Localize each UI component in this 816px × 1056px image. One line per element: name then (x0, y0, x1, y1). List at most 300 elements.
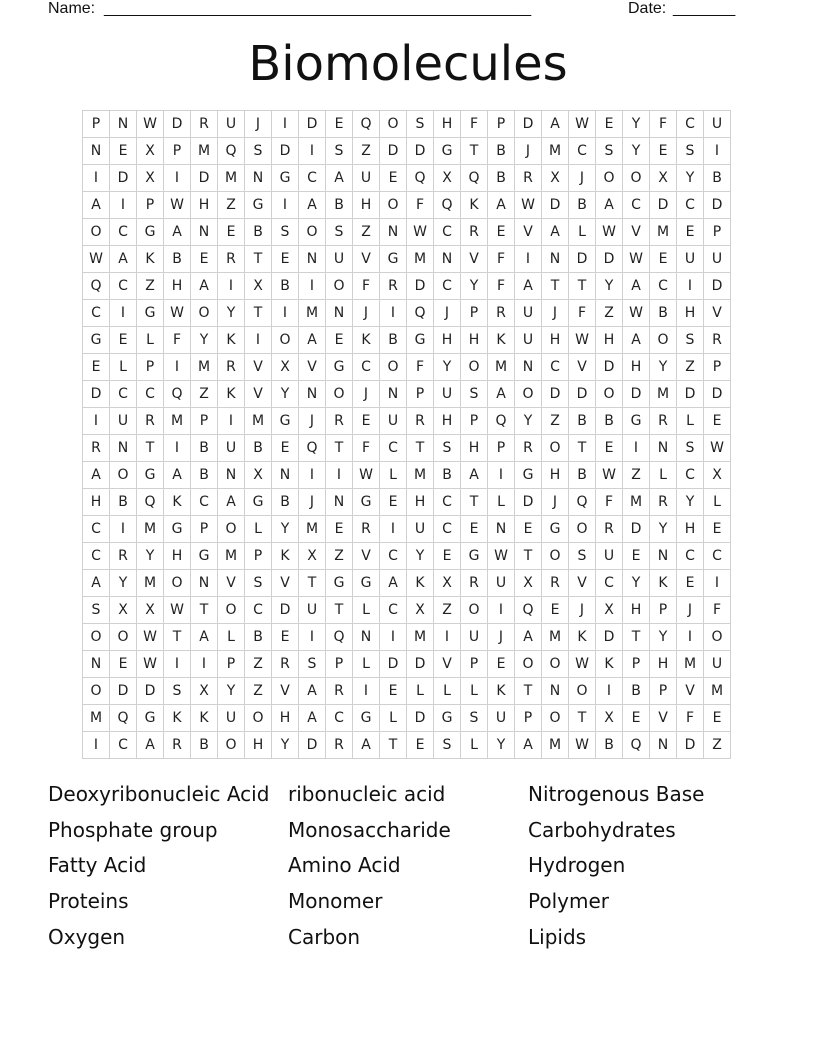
grid-cell: V (650, 705, 677, 732)
grid-cell: A (191, 624, 218, 651)
grid-cell: N (650, 543, 677, 570)
grid-cell: I (299, 462, 326, 489)
grid-cell: H (191, 192, 218, 219)
grid-cell: Z (353, 138, 380, 165)
grid-cell: Q (515, 597, 542, 624)
grid-cell: E (488, 651, 515, 678)
grid-cell: M (407, 462, 434, 489)
grid-cell: Z (542, 408, 569, 435)
grid-cell: A (191, 273, 218, 300)
grid-cell: E (596, 435, 623, 462)
grid-cell: M (83, 705, 110, 732)
grid-cell: B (596, 732, 623, 759)
grid-cell: H (434, 408, 461, 435)
grid-cell: P (326, 651, 353, 678)
grid-cell: A (596, 192, 623, 219)
grid-cell: E (380, 489, 407, 516)
grid-cell: U (299, 597, 326, 624)
grid-cell: X (515, 570, 542, 597)
grid-cell: I (272, 300, 299, 327)
grid-cell: G (326, 354, 353, 381)
grid-cell: H (245, 732, 272, 759)
grid-cell: B (380, 327, 407, 354)
grid-cell: Y (434, 354, 461, 381)
word-bank-item: ribonucleic acid (288, 782, 446, 806)
grid-cell: G (353, 570, 380, 597)
grid-cell: W (704, 435, 731, 462)
grid-cell: E (380, 165, 407, 192)
grid-cell: P (218, 651, 245, 678)
grid-cell: W (515, 192, 542, 219)
grid-cell: X (704, 462, 731, 489)
grid-cell: R (650, 408, 677, 435)
grid-cell: L (353, 597, 380, 624)
grid-cell: P (461, 651, 488, 678)
grid-cell: U (218, 111, 245, 138)
grid-cell: I (623, 435, 650, 462)
grid-cell: B (623, 678, 650, 705)
grid-cell: N (488, 516, 515, 543)
grid-cell: T (326, 435, 353, 462)
grid-cell: E (542, 597, 569, 624)
grid-cell: O (110, 624, 137, 651)
grid-cell: I (380, 516, 407, 543)
grid-cell: I (272, 192, 299, 219)
grid-cell: A (488, 381, 515, 408)
grid-cell: T (569, 273, 596, 300)
grid-cell: M (191, 354, 218, 381)
grid-cell: I (380, 624, 407, 651)
grid-cell: V (218, 570, 245, 597)
grid-cell: U (380, 408, 407, 435)
grid-cell: T (542, 273, 569, 300)
grid-cell: H (650, 651, 677, 678)
grid-cell: B (191, 435, 218, 462)
grid-cell: F (353, 273, 380, 300)
grid-cell: M (407, 246, 434, 273)
grid-cell: S (569, 543, 596, 570)
grid-cell: C (326, 705, 353, 732)
grid-cell: P (83, 111, 110, 138)
grid-cell: T (137, 435, 164, 462)
grid-cell: O (218, 597, 245, 624)
grid-cell: M (137, 516, 164, 543)
grid-cell: O (623, 165, 650, 192)
grid-cell: X (137, 138, 164, 165)
word-bank-item: Monomer (288, 889, 383, 914)
grid-cell: D (623, 381, 650, 408)
grid-cell: D (407, 651, 434, 678)
grid-cell: O (569, 678, 596, 705)
grid-cell: D (83, 381, 110, 408)
grid-cell: B (272, 273, 299, 300)
grid-cell: Z (326, 543, 353, 570)
grid-cell: L (353, 651, 380, 678)
grid-cell: S (677, 327, 704, 354)
grid-cell: K (218, 327, 245, 354)
grid-cell: G (623, 408, 650, 435)
grid-cell: E (272, 624, 299, 651)
grid-cell: D (407, 705, 434, 732)
grid-cell: O (245, 705, 272, 732)
grid-cell: F (488, 246, 515, 273)
grid-cell: X (245, 462, 272, 489)
grid-cell: A (461, 462, 488, 489)
grid-cell: X (434, 570, 461, 597)
grid-cell: V (623, 219, 650, 246)
grid-cell: N (326, 300, 353, 327)
grid-cell: E (488, 219, 515, 246)
word-bank-item: Carbohydrates (528, 817, 676, 842)
grid-cell: X (407, 597, 434, 624)
grid-cell: U (434, 381, 461, 408)
grid-cell: N (191, 570, 218, 597)
grid-cell: C (650, 273, 677, 300)
grid-cell: M (650, 381, 677, 408)
grid-cell: O (461, 354, 488, 381)
grid-cell: K (650, 570, 677, 597)
grid-cell: O (83, 219, 110, 246)
grid-cell: S (299, 651, 326, 678)
grid-cell: Y (596, 273, 623, 300)
grid-cell: E (434, 543, 461, 570)
grid-cell: S (461, 705, 488, 732)
grid-cell: H (623, 354, 650, 381)
grid-cell: J (569, 597, 596, 624)
word-search-grid (82, 110, 731, 759)
grid-cell: D (515, 111, 542, 138)
grid-cell: R (83, 435, 110, 462)
grid-cell: A (515, 273, 542, 300)
grid-cell: J (353, 381, 380, 408)
grid-cell: P (623, 651, 650, 678)
grid-cell: D (704, 273, 731, 300)
grid-cell: C (83, 300, 110, 327)
grid-cell: V (272, 678, 299, 705)
grid-cell: H (434, 327, 461, 354)
grid-cell: O (218, 732, 245, 759)
grid-cell: O (326, 273, 353, 300)
grid-cell: Y (191, 327, 218, 354)
grid-cell: S (434, 435, 461, 462)
grid-cell: O (542, 705, 569, 732)
grid-cell: J (677, 597, 704, 624)
word-bank-item: Monosaccharide (288, 817, 451, 842)
grid-cell: T (326, 597, 353, 624)
grid-cell: Z (245, 678, 272, 705)
grid-cell: O (569, 516, 596, 543)
grid-cell: D (299, 111, 326, 138)
grid-cell: E (326, 111, 353, 138)
grid-cell: G (407, 327, 434, 354)
grid-cell: M (542, 624, 569, 651)
grid-cell: K (569, 624, 596, 651)
grid-cell: G (137, 300, 164, 327)
grid-cell: L (380, 705, 407, 732)
grid-cell: T (623, 624, 650, 651)
grid-cell: R (218, 246, 245, 273)
grid-cell: C (677, 192, 704, 219)
grid-cell: D (677, 381, 704, 408)
grid-cell: P (515, 705, 542, 732)
grid-cell: S (434, 732, 461, 759)
grid-cell: K (272, 543, 299, 570)
grid-cell: O (218, 516, 245, 543)
grid-cell: N (650, 435, 677, 462)
grid-cell: D (380, 651, 407, 678)
grid-cell: V (677, 678, 704, 705)
grid-cell: D (704, 381, 731, 408)
grid-cell: Y (677, 165, 704, 192)
grid-cell: A (623, 273, 650, 300)
grid-cell: P (191, 408, 218, 435)
grid-cell: O (380, 111, 407, 138)
grid-cell: V (353, 543, 380, 570)
grid-cell: J (299, 408, 326, 435)
grid-cell: J (434, 300, 461, 327)
grid-cell: C (434, 273, 461, 300)
grid-cell: W (488, 543, 515, 570)
grid-cell: E (110, 138, 137, 165)
grid-cell: R (164, 732, 191, 759)
grid-cell: W (623, 300, 650, 327)
grid-cell: S (83, 597, 110, 624)
grid-cell: R (515, 165, 542, 192)
grid-cell: K (596, 651, 623, 678)
grid-cell: I (326, 462, 353, 489)
grid-cell: P (488, 111, 515, 138)
grid-cell: R (272, 651, 299, 678)
grid-cell: I (704, 570, 731, 597)
grid-cell: Q (164, 381, 191, 408)
grid-cell: D (596, 354, 623, 381)
grid-cell: E (326, 516, 353, 543)
grid-cell: E (650, 138, 677, 165)
grid-cell: I (191, 651, 218, 678)
grid-cell: D (272, 597, 299, 624)
grid-cell: Q (623, 732, 650, 759)
grid-cell: O (596, 381, 623, 408)
grid-cell: Q (488, 408, 515, 435)
grid-cell: H (677, 516, 704, 543)
grid-cell: I (353, 678, 380, 705)
grid-cell: Y (515, 408, 542, 435)
word-bank-item: Nitrogenous Base (528, 782, 705, 806)
grid-cell: O (191, 300, 218, 327)
grid-cell: Y (407, 543, 434, 570)
grid-cell: R (137, 408, 164, 435)
word-bank-item: Oxygen (48, 924, 126, 949)
grid-cell: M (137, 570, 164, 597)
grid-cell: M (650, 219, 677, 246)
grid-cell: L (407, 678, 434, 705)
grid-cell: P (488, 435, 515, 462)
grid-cell: H (461, 435, 488, 462)
grid-cell: V (245, 354, 272, 381)
grid-cell: W (623, 246, 650, 273)
grid-cell: G (353, 705, 380, 732)
grid-cell: E (596, 111, 623, 138)
grid-cell: E (677, 570, 704, 597)
grid-cell: C (110, 219, 137, 246)
grid-cell: O (380, 354, 407, 381)
grid-cell: T (245, 300, 272, 327)
grid-cell: H (164, 543, 191, 570)
grid-cell: W (407, 219, 434, 246)
grid-cell: N (542, 678, 569, 705)
grid-cell: W (164, 597, 191, 624)
grid-cell: O (380, 192, 407, 219)
grid-cell: N (83, 138, 110, 165)
grid-cell: T (461, 138, 488, 165)
grid-cell: L (569, 219, 596, 246)
grid-cell: F (407, 192, 434, 219)
grid-cell: W (569, 327, 596, 354)
grid-cell: T (515, 678, 542, 705)
grid-cell: M (542, 732, 569, 759)
grid-cell: V (569, 570, 596, 597)
grid-cell: T (407, 435, 434, 462)
grid-cell: C (704, 543, 731, 570)
grid-cell: O (83, 678, 110, 705)
grid-cell: U (515, 300, 542, 327)
grid-cell: T (380, 732, 407, 759)
grid-cell: E (515, 516, 542, 543)
grid-cell: V (434, 651, 461, 678)
grid-cell: E (704, 516, 731, 543)
word-bank-item: Hydrogen (528, 853, 626, 878)
grid-cell: B (110, 489, 137, 516)
grid-cell: I (218, 408, 245, 435)
grid-cell: V (515, 219, 542, 246)
grid-cell: Y (272, 516, 299, 543)
grid-cell: A (83, 192, 110, 219)
grid-cell: F (488, 273, 515, 300)
grid-cell: W (83, 246, 110, 273)
grid-cell: P (164, 138, 191, 165)
grid-cell: W (137, 651, 164, 678)
grid-cell: B (596, 408, 623, 435)
grid-cell: F (650, 111, 677, 138)
grid-cell: X (596, 705, 623, 732)
grid-cell: Z (218, 192, 245, 219)
date-label: Date: (628, 0, 667, 17)
grid-cell: E (326, 327, 353, 354)
grid-cell: L (380, 462, 407, 489)
grid-cell: M (218, 543, 245, 570)
grid-cell: X (650, 165, 677, 192)
grid-cell: N (218, 462, 245, 489)
grid-cell: P (191, 516, 218, 543)
name-label: Name: (48, 0, 96, 17)
grid-cell: C (434, 489, 461, 516)
grid-cell: G (164, 516, 191, 543)
grid-cell: T (569, 435, 596, 462)
grid-cell: D (380, 138, 407, 165)
grid-cell: S (245, 138, 272, 165)
grid-cell: B (164, 246, 191, 273)
grid-cell: K (407, 570, 434, 597)
grid-cell: Y (677, 489, 704, 516)
grid-cell: S (164, 678, 191, 705)
grid-cell: Y (272, 732, 299, 759)
grid-cell: A (137, 732, 164, 759)
grid-cell: V (704, 300, 731, 327)
grid-cell: M (623, 489, 650, 516)
grid-cell: N (83, 651, 110, 678)
grid-cell: G (137, 462, 164, 489)
grid-cell: U (704, 651, 731, 678)
grid-cell: R (353, 516, 380, 543)
grid-cell: E (83, 354, 110, 381)
word-bank-item: Amino Acid (288, 853, 401, 878)
grid-cell: O (164, 570, 191, 597)
grid-cell: D (650, 192, 677, 219)
grid-cell: H (461, 327, 488, 354)
grid-cell: H (164, 273, 191, 300)
grid-cell: I (83, 732, 110, 759)
grid-cell: W (596, 462, 623, 489)
grid-cell: J (542, 300, 569, 327)
grid-cell: V (353, 246, 380, 273)
grid-cell: R (596, 516, 623, 543)
grid-cell: M (488, 354, 515, 381)
grid-cell: Y (272, 381, 299, 408)
grid-cell: I (380, 300, 407, 327)
grid-cell: I (245, 327, 272, 354)
grid-cell: G (542, 516, 569, 543)
grid-cell: N (245, 165, 272, 192)
grid-cell: K (218, 381, 245, 408)
grid-cell: G (137, 219, 164, 246)
grid-cell: E (110, 327, 137, 354)
grid-cell: E (272, 435, 299, 462)
grid-cell: H (353, 192, 380, 219)
grid-cell: C (677, 111, 704, 138)
grid-cell: Y (650, 354, 677, 381)
grid-cell: R (407, 408, 434, 435)
grid-cell: B (434, 462, 461, 489)
grid-cell: W (137, 624, 164, 651)
grid-cell: Q (434, 192, 461, 219)
grid-cell: T (569, 705, 596, 732)
grid-cell: O (461, 597, 488, 624)
grid-cell: X (272, 354, 299, 381)
grid-cell: A (488, 192, 515, 219)
grid-cell: P (704, 354, 731, 381)
grid-cell: F (164, 327, 191, 354)
name-blank-line: ________________________________________________ (104, 0, 532, 17)
grid-cell: W (569, 111, 596, 138)
grid-cell: F (461, 111, 488, 138)
grid-cell: R (380, 273, 407, 300)
grid-cell: U (704, 111, 731, 138)
grid-cell: U (326, 246, 353, 273)
grid-cell: A (164, 219, 191, 246)
grid-cell: B (488, 138, 515, 165)
grid-cell: N (434, 246, 461, 273)
grid-cell: S (677, 138, 704, 165)
grid-cell: B (704, 165, 731, 192)
grid-cell: F (353, 435, 380, 462)
grid-cell: G (245, 489, 272, 516)
grid-cell: G (380, 246, 407, 273)
grid-cell: O (542, 651, 569, 678)
grid-cell: Z (596, 300, 623, 327)
grid-cell: I (704, 138, 731, 165)
grid-cell: D (677, 732, 704, 759)
grid-cell: N (110, 435, 137, 462)
